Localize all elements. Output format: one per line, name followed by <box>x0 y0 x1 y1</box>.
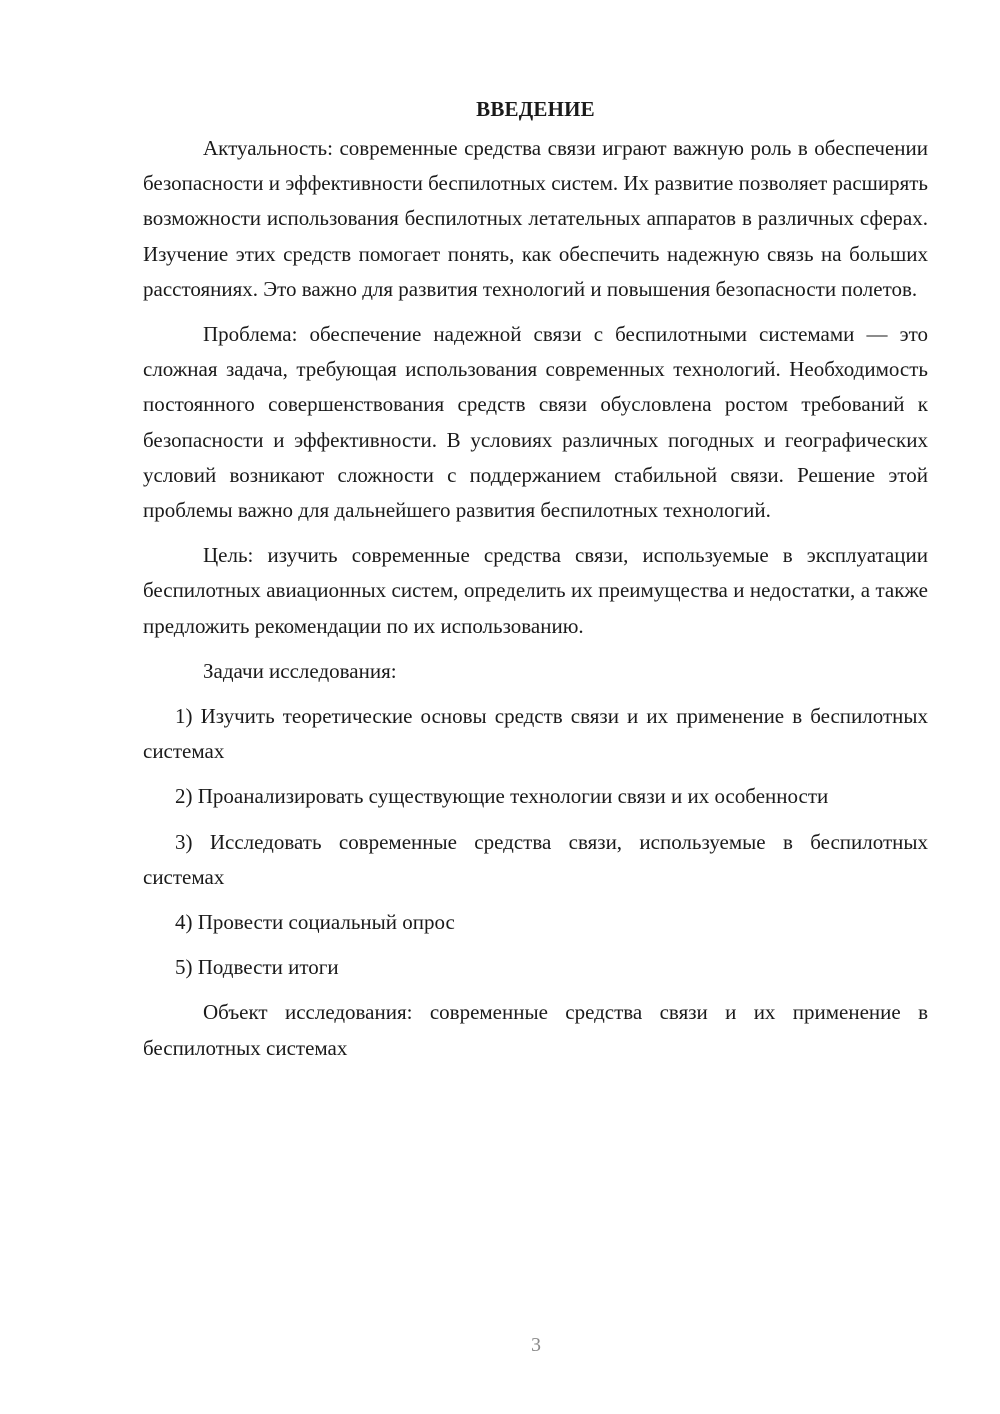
list-item: 2) Проанализировать существующие технологии связи и их особенности <box>175 784 829 809</box>
list-item: 5) Подвести итоги <box>175 955 339 980</box>
list-item: 4) Провести социальный опрос <box>175 910 455 935</box>
problem-paragraph: Проблема: обеспечение надежной связи с беспилотными системами — это сложная задача, требующая использования современных технологий. Необходимость постоянного совершенствования средств связи обусловлена ростом требований к безопасности и эффективности. В условиях различных погодных и географических условий возникают сложности с поддержанием стабильной связи. Решение этой проблемы важно для дальнейшего развития беспилотных технологий. <box>143 322 928 523</box>
tasks-heading: Задачи исследования: <box>203 658 397 683</box>
tasks-list <box>143 699 928 985</box>
list-item: 3) Исследовать современные средства связи, используемые в беспилотных системах <box>143 829 928 889</box>
goal-paragraph: Цель: изучить современные средства связи, используемые в эксплуатации беспилотных авиационных систем, определить их преимущества и недостатки, а также предложить рекомендации по их использованию. <box>143 543 928 638</box>
list-item: 1) Изучить теоретические основы средств связи и их применение в беспилотных системах <box>143 704 928 764</box>
relevance-paragraph: Актуальность: современные средства связи играют важную роль в обеспечении безопасности и эффективности беспилотных систем. Их развитие позволяет расширять возможности использования беспилотных летательных аппаратов в различных сферах. Изучение этих средств помогает понять, как обеспечить надежную связь на больших расстояниях. Это важно для развития технологий и повышения безопасности полетов. <box>143 136 928 301</box>
page-title: ВВЕДЕНИЕ <box>476 97 595 121</box>
document-page <box>143 92 928 1066</box>
object-paragraph: Объект исследования: современные средства связи и их применение в беспилотных системах <box>143 1000 928 1060</box>
page-number: 3 <box>531 1334 541 1356</box>
